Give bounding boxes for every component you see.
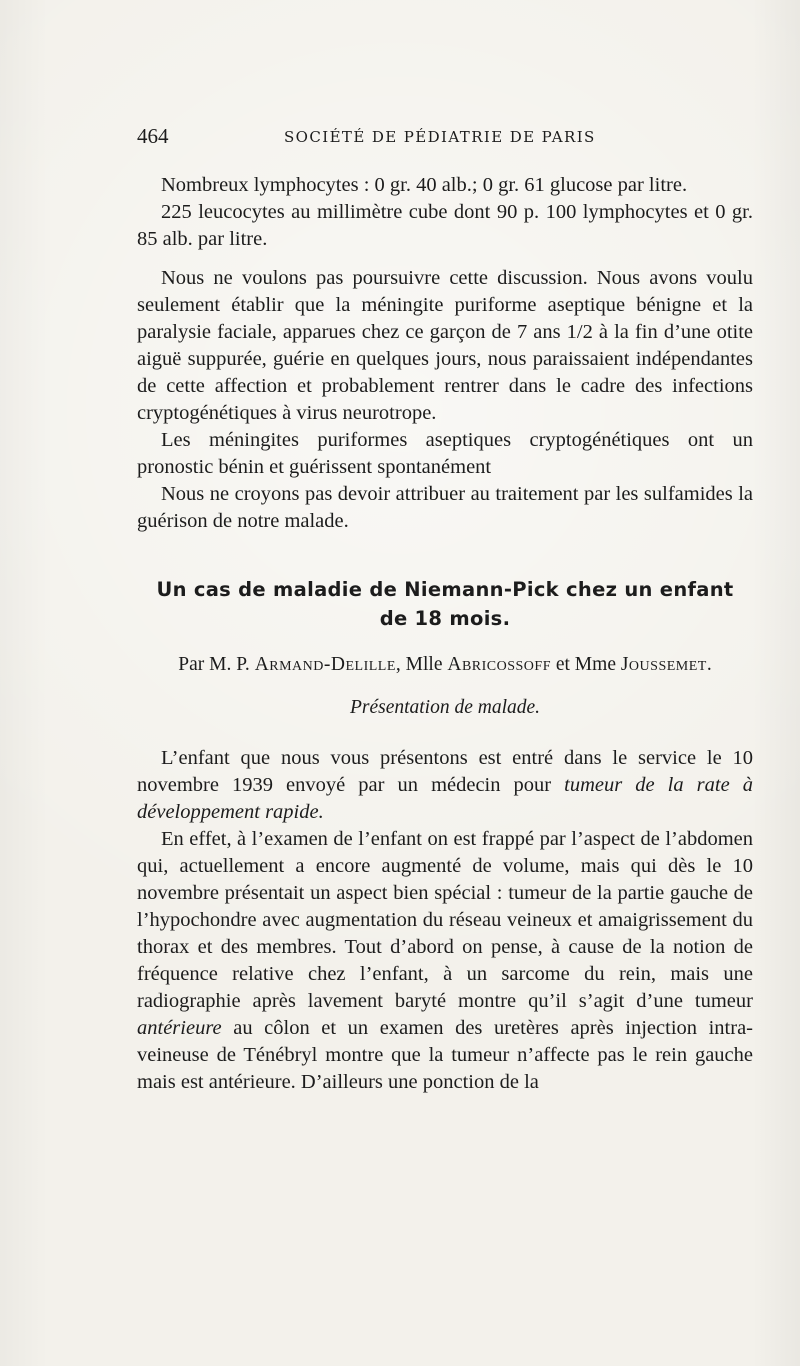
article-title [137,575,753,633]
discussion-paragraph-3: Nous ne croyons pas devoir attribuer au traitement par les sulfamides la guérison de notre malade. [137,483,753,532]
authors-end: . [706,654,712,675]
running-title: SOCIÉTÉ DE PÉDIATRIE DE PARIS [284,128,596,146]
authors-separator-1: , Mlle [395,654,443,675]
author-joussemet: Joussemet [620,654,707,675]
article-paragraph-2-text-end: au côlon et un examen des uretères après injection intra-veineuse de Ténébryl montre que la tumeur n’affecte pas le rein gauche mais est antérieure. D’ailleurs une ponction de la [137,1017,753,1093]
body-text [137,172,753,1096]
author-armand-delille: Armand-Delille [254,654,396,675]
article-title-line-1: Un cas de maladie de Niemann-Pick chez un enfant [156,578,734,601]
discussion-paragraph-2: Les méningites puriformes aseptiques cryptogénétiques ont un pronostic bénin et guérissent spontanément [137,429,753,478]
intro-line-2: 225 leucocytes au millimètre cube dont 90 p. 100 lymphocytes et 0 gr. 85 alb. par litre. [137,201,753,250]
discussion-paragraph-1: Nous ne voulons pas poursuivre cette discussion. Nous avons voulu seulement établir que la méningite puriforme aseptique bénigne et la paralysie faciale, apparues chez ce garçon de 7 ans 1/2 à la fin d’une otite aiguë suppurée, guérie en quelques jours, nous paraissaient indépendantes de cette affection et probablement rentrer dans le cadre des infections cryptogénétiques à virus neurotrope. [137,267,753,424]
article-paragraph-2-italic: antérieure [137,1017,222,1039]
running-head [137,124,753,154]
authors-separator-2: et Mme [555,654,616,675]
article-paragraph-1-text: L’enfant que nous vous présentons est entré dans le service le 10 novembre 1939 envoyé par un médecin pour [137,747,753,796]
article-paragraph-2 [137,826,753,1096]
author-abricossoff: Abricossoff [447,654,551,675]
article-title-line-2: de 18 mois. [379,607,511,630]
page-number: 464 [137,124,169,148]
article-paragraph-1-italic: tumeur de la rate à développement rapide. [137,774,753,823]
intro-line-1: Nombreux lymphocytes : 0 gr. 40 alb.; 0 gr. 61 glucose par litre. [161,174,688,196]
article-authors [137,651,753,678]
article-paragraph-1 [137,745,753,826]
authors-prefix: Par M. P. [178,654,250,675]
article-paragraph-2-text-start: En effet, à l’examen de l’enfant on est frappé par l’aspect de l’abdomen qui, actuellement a encore augmenté de volume, mais qui dès le 10 novembre présentait un aspect bien spécial : tumeur de la partie gauche de l’hypochondre avec augmentation du réseau veineux et amaigrissement du thorax et des membres. Tout d’abord on pense, à cause de la notion de fréquence relative chez l’enfant, à un sarcome du rein, mais une radiographie après lavement baryté montre qu’il s’agit d’une tumeur [137,828,753,1012]
article-subtitle: Présentation de malade. [349,697,541,718]
